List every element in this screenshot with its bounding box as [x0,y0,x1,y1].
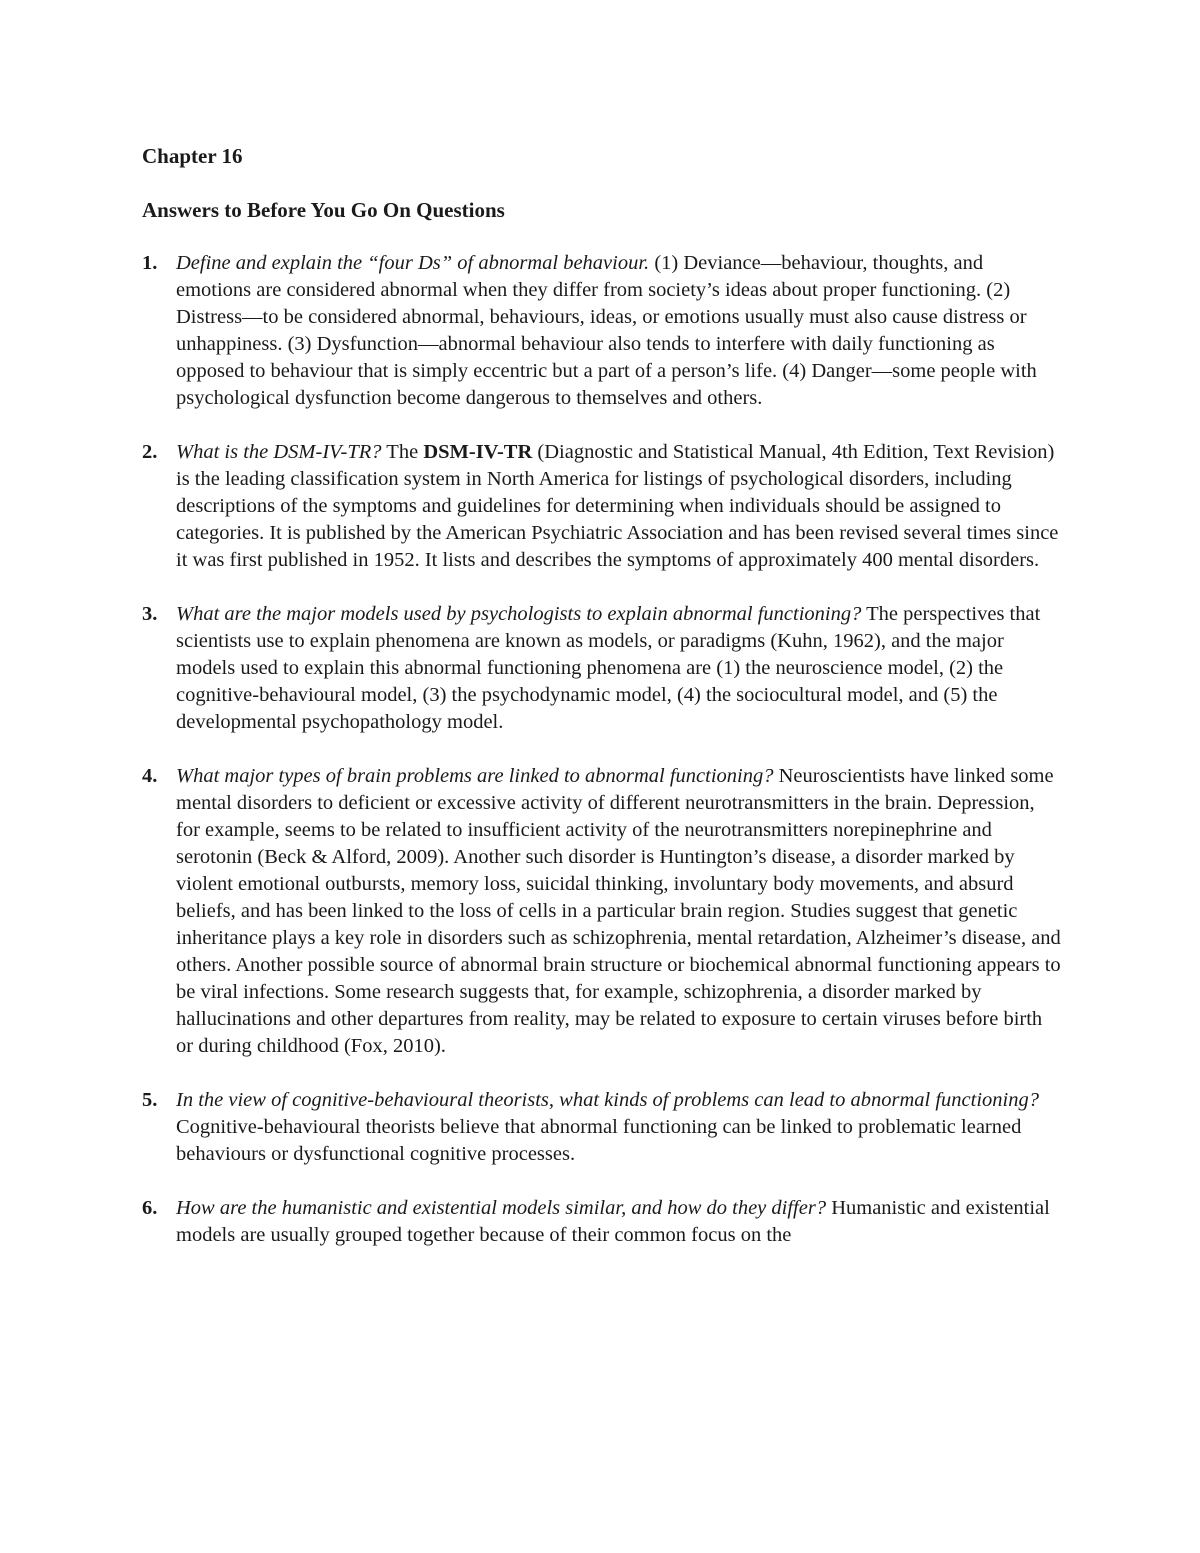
answer-text: The perspectives that scientists use to explain phenomena are known as models, or paradigms (Kuhn, 1962), and the major models used to explain this abnormal functioning phenomena are (1) the neuroscience model, (2) the cognitive-behavioural model, (3) the psychodynamic model, (4) the sociocultural model, and (5) the developmental psychopathology model. [176,603,1041,733]
qa-item-5 [142,1087,1062,1168]
bold-term: DSM-IV-TR [423,441,533,463]
section-heading: Answers to Before You Go On Questions [142,198,505,222]
item-number: 6. [142,1197,158,1219]
question-text: Define and explain the “four Ds” of abnormal behaviour. [176,252,650,274]
answer-text: Cognitive-behavioural theorists believe that abnormal functioning can be linked to problematic learned behaviours or dysfunctional cognitive processes. [176,1116,1022,1165]
item-number: 3. [142,603,158,625]
qa-item-6 [142,1195,1062,1249]
answer-text: (1) Deviance—behaviour, thoughts, and emotions are considered abnormal when they differ from society’s ideas about proper functioning. (2) Distress—to be considered abnormal, behaviours, ideas, or emotions usually must also cause distress or unhappiness. (3) Dysfunction—abnormal behaviour also tends to interfere with daily functioning as opposed to behaviour that is simply eccentric but a part of a person’s life. (4) Danger—some people with psychological dysfunction become dangerous to themselves and others. [176,252,1037,409]
item-number: 4. [142,765,158,787]
chapter-title: Chapter 16 [142,144,243,168]
item-number: 1. [142,252,158,274]
answer-text: Humanistic and existential models are usually grouped together because of their common focus on the [176,1197,1050,1246]
question-text: In the view of cognitive-behavioural theorists, what kinds of problems can lead to abnormal functioning? [176,1089,1039,1111]
item-number: 5. [142,1089,158,1111]
answer-text: (Diagnostic and Statistical Manual, 4th Edition, Text Revision) is the leading classification system in North America for listings of psychological disorders, including descriptions of the symptoms and guidelines for determining when individuals should be assigned to categories. It is published by the American Psychiatric Association and has been revised several times since it was first published in 1952. It lists and describes the symptoms of approximately 400 mental disorders. [176,441,1059,571]
question-text: How are the humanistic and existential models similar, and how do they differ? [176,1197,827,1219]
item-number: 2. [142,441,158,463]
answer-text: Neuroscientists have linked some mental disorders to deficient or excessive activity of different neurotransmitters in the brain. Depression, for example, seems to be related to insufficient activity of the neurotransmitters norepinephrine and serotonin (Beck & Alford, 2009). Another such disorder is Huntington’s disease, a disorder marked by violent emotional outbursts, memory loss, suicidal thinking, involuntary body movements, and absurd beliefs, and has been linked to the loss of cells in a particular brain region. Studies suggest that genetic inheritance plays a key role in disorders such as schizophrenia, mental retardation, Alzheimer’s disease, and others. Another possible source of abnormal brain structure or biochemical abnormal functioning appears to be viral infections. Some research suggests that, for example, schizophrenia, a disorder marked by hallucinations and other departures from reality, may be related to exposure to certain viruses before birth or during childhood (Fox, 2010). [176,765,1061,1057]
question-answer-list [142,250,1062,1276]
qa-item-1 [142,250,1062,412]
question-text: What are the major models used by psychologists to explain abnormal functioning? [176,603,862,625]
qa-item-2 [142,439,1062,574]
question-text: What is the DSM-IV-TR? [176,441,382,463]
qa-item-4 [142,763,1062,1060]
qa-item-3 [142,601,1062,736]
question-text: What major types of brain problems are linked to abnormal functioning? [176,765,774,787]
answer-prefix: The [381,441,424,463]
